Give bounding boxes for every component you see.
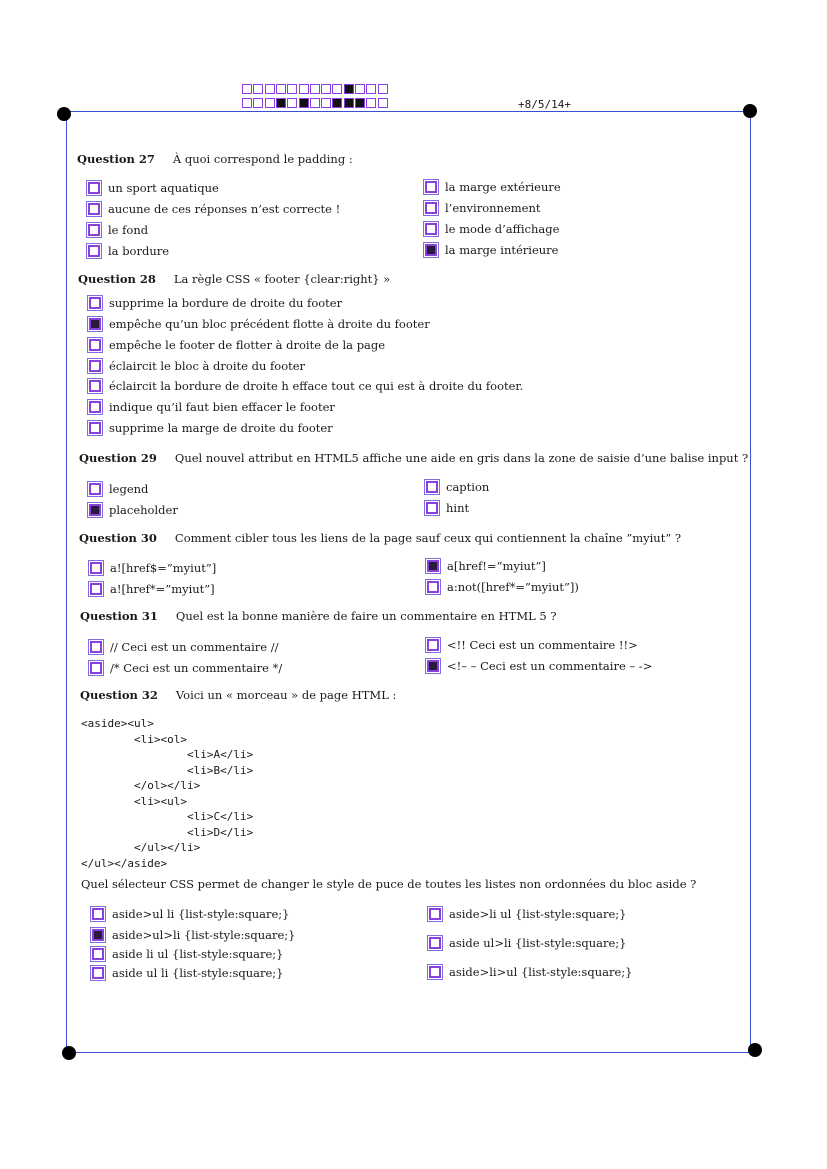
- answer-option[interactable]: [425, 243, 558, 257]
- answer-checkbox[interactable]: [425, 223, 437, 235]
- answer-label: <!! Ceci est un commentaire !!>: [447, 638, 638, 652]
- answer-label: aside li ul {list-style:square;}: [112, 947, 284, 961]
- answer-label: legend: [109, 482, 149, 496]
- registration-mark-bottom-right: [748, 1043, 762, 1057]
- question-label: Question 30: [79, 531, 157, 545]
- answer-checkbox[interactable]: [429, 937, 441, 949]
- answer-option[interactable]: [89, 503, 178, 517]
- answer-label: a![href*=”myiut”]: [110, 582, 215, 596]
- answer-checkbox[interactable]: [89, 483, 101, 495]
- code-line: <li><ol>: [81, 732, 187, 746]
- answer-checkbox[interactable]: [90, 641, 102, 653]
- question-29-title: [79, 451, 748, 465]
- code-box: [366, 98, 376, 108]
- frame-top-border: [64, 111, 750, 112]
- code-line: </ul></aside>: [81, 856, 168, 870]
- answer-label: /* Ceci est un commentaire */: [110, 661, 283, 675]
- code-box: [287, 84, 297, 94]
- answer-label: hint: [446, 501, 470, 515]
- answer-option[interactable]: [89, 296, 342, 310]
- registration-mark-top-left: [57, 107, 71, 121]
- answer-option[interactable]: [426, 480, 489, 494]
- answer-checkbox[interactable]: [90, 583, 102, 595]
- answer-option[interactable]: [89, 317, 430, 331]
- code-box: [310, 84, 320, 94]
- answer-label: // Ceci est un commentaire //: [110, 640, 279, 654]
- answer-checkbox[interactable]: [427, 581, 439, 593]
- answer-checkbox[interactable]: [427, 560, 439, 572]
- answer-checkbox[interactable]: [425, 244, 437, 256]
- answer-checkbox[interactable]: [426, 502, 438, 514]
- code-box: [344, 98, 354, 108]
- code-box: [276, 84, 286, 94]
- code-box: [332, 84, 342, 94]
- code-box: [321, 98, 331, 108]
- answer-option[interactable]: [426, 501, 469, 515]
- answer-option[interactable]: [427, 580, 579, 594]
- answer-option[interactable]: [89, 400, 335, 414]
- answer-label: éclaircit le bloc à droite du footer: [109, 359, 306, 373]
- answer-option[interactable]: [89, 421, 333, 435]
- answer-checkbox[interactable]: [88, 182, 100, 194]
- answer-label: supprime la bordure de droite du footer: [109, 296, 343, 310]
- answer-label: aside ul li {list-style:square;}: [112, 966, 284, 980]
- question-32-title: [80, 688, 396, 702]
- answer-checkbox[interactable]: [89, 401, 101, 413]
- frame-bottom-border: [69, 1052, 755, 1053]
- answer-label: empêche qu’un bloc précédent flotte à droite du footer: [109, 317, 430, 331]
- answer-option[interactable]: [89, 359, 305, 373]
- answer-checkbox[interactable]: [89, 297, 101, 309]
- question-text: Voici un « morceau » de page HTML :: [175, 688, 397, 702]
- page-identifier: +8/5/14+: [518, 98, 571, 111]
- answer-checkbox[interactable]: [90, 562, 102, 574]
- registration-mark-top-right: [743, 104, 757, 118]
- answer-option[interactable]: [425, 180, 561, 194]
- question-28-title: [78, 272, 390, 286]
- code-line: <aside><ul>: [81, 717, 154, 730]
- answer-checkbox[interactable]: [88, 203, 100, 215]
- answer-checkbox[interactable]: [427, 660, 439, 672]
- answer-checkbox[interactable]: [429, 908, 441, 920]
- question-30-title: [79, 531, 681, 545]
- answer-checkbox[interactable]: [425, 202, 437, 214]
- answer-checkbox[interactable]: [89, 422, 101, 434]
- answer-label: supprime la marge de droite du footer: [109, 421, 333, 435]
- answer-option[interactable]: [92, 966, 284, 980]
- answer-label: la marge intérieure: [445, 243, 559, 257]
- frame-left-border: [66, 114, 67, 1054]
- code-box: [378, 98, 388, 108]
- code-box: [265, 98, 275, 108]
- answer-option[interactable]: [429, 936, 626, 950]
- question-text: Quel est la bonne manière de faire un commentaire en HTML 5 ?: [175, 609, 557, 623]
- answer-option[interactable]: [88, 181, 219, 195]
- answer-label: aside>li ul {list-style:square;}: [449, 907, 627, 921]
- question-text: Comment cibler tous les liens de la page sauf ceux qui contiennent la chaîne ”myiut” ?: [174, 531, 682, 545]
- answer-label: empêche le footer de flotter à droite de la page: [109, 338, 386, 352]
- answer-checkbox[interactable]: [88, 224, 100, 236]
- question-text: À quoi correspond le padding :: [172, 152, 353, 166]
- code-line: <li><ul>: [81, 794, 187, 808]
- answer-label: a![href$=”myiut”]: [110, 561, 217, 575]
- answer-option[interactable]: [427, 638, 638, 652]
- answer-option[interactable]: [92, 928, 295, 942]
- question-label: Question 28: [78, 272, 156, 286]
- question-32-followup: Quel sélecteur CSS permet de changer le style de puce de toutes les listes non ordonnées du bloc aside ?: [81, 877, 697, 891]
- answer-option[interactable]: [90, 661, 282, 675]
- answer-label: indique qu’il faut bien effacer le footer: [109, 400, 335, 414]
- code-box: [276, 98, 286, 108]
- code-line: </ul></li>: [81, 841, 201, 854]
- answer-option[interactable]: [92, 907, 289, 921]
- code-box: [242, 98, 252, 108]
- answer-checkbox[interactable]: [90, 662, 102, 674]
- code-box: [344, 84, 354, 94]
- question-label: Question 27: [77, 152, 155, 166]
- answer-option[interactable]: [89, 379, 523, 393]
- code-box: [378, 84, 388, 94]
- answer-checkbox[interactable]: [89, 380, 101, 392]
- answer-label: aside>li>ul {list-style:square;}: [449, 965, 633, 979]
- answer-option[interactable]: [88, 244, 169, 258]
- answer-option[interactable]: [88, 202, 340, 216]
- answer-label: placeholder: [109, 503, 178, 517]
- answer-label: a[href!=”myiut”]: [447, 559, 546, 573]
- answer-option[interactable]: [88, 223, 148, 237]
- answer-checkbox[interactable]: [92, 967, 104, 979]
- code-box: [265, 84, 275, 94]
- answer-option[interactable]: [425, 201, 541, 215]
- answer-option[interactable]: [425, 222, 559, 236]
- answer-option[interactable]: [90, 582, 215, 596]
- answer-option[interactable]: [427, 559, 546, 573]
- code-box: [332, 98, 342, 108]
- answer-label: aside ul>li {list-style:square;}: [449, 936, 627, 950]
- code-box: [310, 98, 320, 108]
- answer-label: le mode d’affichage: [445, 222, 560, 236]
- code-box: [253, 98, 263, 108]
- answer-option[interactable]: [427, 659, 652, 673]
- code-line: </ol></li>: [81, 779, 201, 792]
- question-label: Question 31: [80, 609, 158, 623]
- answer-label: l’environnement: [445, 201, 541, 215]
- answer-label: éclaircit la bordure de droite h efface tout ce qui est à droite du footer.: [109, 379, 524, 393]
- answer-option[interactable]: [89, 338, 385, 352]
- answer-checkbox[interactable]: [89, 504, 101, 516]
- code-box: [299, 98, 309, 108]
- answer-checkbox[interactable]: [88, 245, 100, 257]
- question-text: La règle CSS « footer {clear:right} »: [173, 272, 391, 286]
- question-27-title: [77, 152, 353, 166]
- code-box: [366, 84, 376, 94]
- answer-checkbox[interactable]: [429, 966, 441, 978]
- answer-label: un sport aquatique: [108, 181, 219, 195]
- answer-label: aside>ul li {list-style:square;}: [112, 907, 290, 921]
- answer-option[interactable]: [92, 947, 284, 961]
- answer-checkbox[interactable]: [89, 318, 101, 330]
- answer-checkbox[interactable]: [92, 948, 104, 960]
- html-code-snippet: [81, 716, 253, 871]
- answer-checkbox[interactable]: [89, 360, 101, 372]
- code-line: <li>A</li>: [81, 748, 254, 761]
- answer-checkbox[interactable]: [427, 639, 439, 651]
- question-label: Question 29: [79, 451, 157, 465]
- answer-option[interactable]: [429, 907, 626, 921]
- answer-label: a:not([href*=”myiut”]): [447, 580, 579, 594]
- code-box: [355, 98, 365, 108]
- code-box: [242, 84, 252, 94]
- answer-label: <!– – Ceci est un commentaire – ->: [447, 659, 653, 673]
- registration-mark-bottom-left: [62, 1046, 76, 1060]
- answer-checkbox[interactable]: [89, 339, 101, 351]
- answer-label: la marge extérieure: [445, 180, 561, 194]
- answer-label: caption: [446, 480, 490, 494]
- code-line: <li>D</li>: [81, 825, 254, 839]
- answer-option[interactable]: [429, 965, 632, 979]
- answer-option[interactable]: [90, 640, 279, 654]
- code-box: [287, 98, 297, 108]
- answer-checkbox[interactable]: [92, 908, 104, 920]
- answer-checkbox[interactable]: [92, 929, 104, 941]
- question-text: Quel nouvel attribut en HTML5 affiche une aide en gris dans la zone de saisie d’une balise input ?: [174, 451, 749, 465]
- frame-right-border: [750, 111, 751, 1051]
- answer-checkbox[interactable]: [425, 181, 437, 193]
- question-label: Question 32: [80, 688, 158, 702]
- answer-option[interactable]: [90, 561, 216, 575]
- answer-label: la bordure: [108, 244, 170, 258]
- code-line: <li>C</li>: [81, 810, 254, 823]
- code-box: [321, 84, 331, 94]
- code-line: <li>B</li>: [81, 763, 254, 777]
- answer-label: aucune de ces réponses n’est correcte !: [108, 202, 341, 216]
- question-31-title: [80, 609, 557, 623]
- answer-label: aside>ul>li {list-style:square;}: [112, 928, 296, 942]
- code-box: [253, 84, 263, 94]
- answer-option[interactable]: [89, 482, 148, 496]
- code-box: [355, 84, 365, 94]
- answer-checkbox[interactable]: [426, 481, 438, 493]
- code-box: [299, 84, 309, 94]
- answer-label: le fond: [108, 223, 149, 237]
